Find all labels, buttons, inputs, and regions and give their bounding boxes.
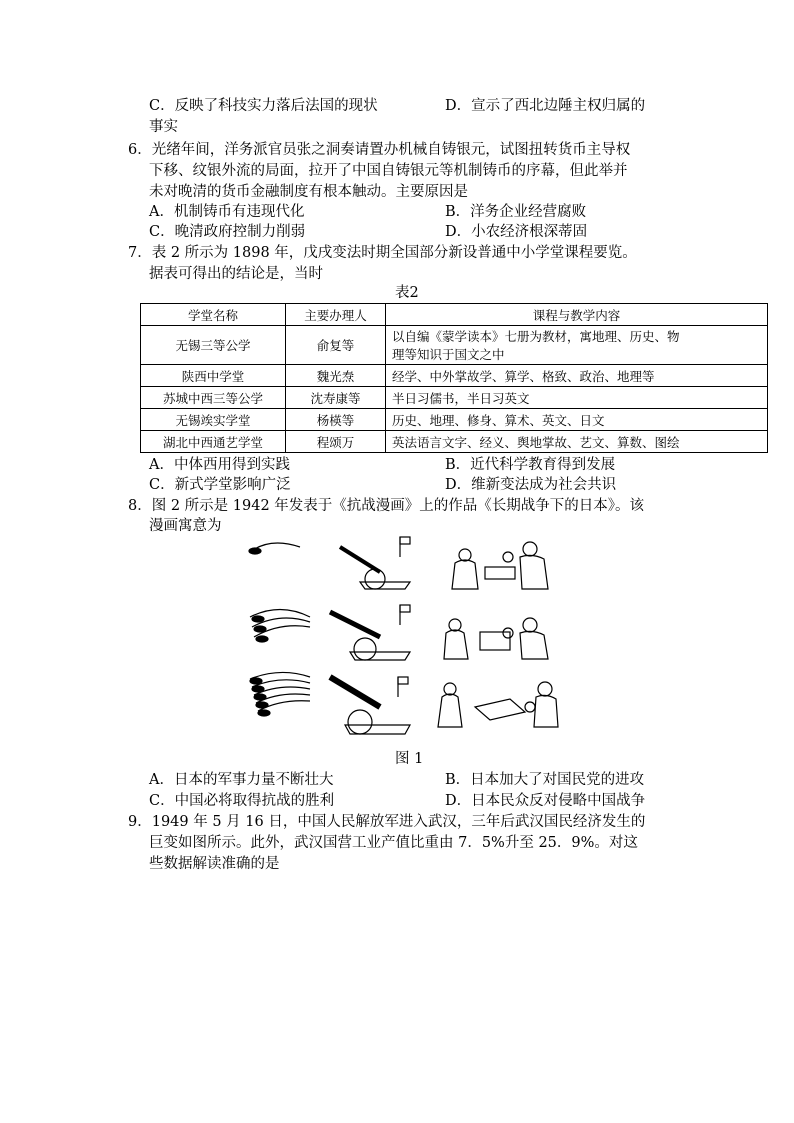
figure-caption: 图 1 — [395, 751, 424, 767]
q9-stem-line1: 9．1949 年 5 月 16 日，中国人民解放军进入武汉，三年后武汉国民经济发生的 — [128, 814, 646, 830]
school-name: 无锡三等公学 — [141, 326, 286, 365]
course-content-line: 理等知识于国文之中 — [392, 347, 505, 362]
cannon-panel-1 — [249, 537, 410, 589]
q5-option-d: D．宣示了西北边陲主权归属的 — [445, 98, 646, 114]
q7-stem-line1: 7．表 2 所示为 1898 年，戊戌变法时期全国部分新设普通中小学堂课程要览。 — [128, 245, 637, 261]
q7-option-a: A．中体西用得到实践 — [149, 457, 290, 473]
q5-option-d-cont: 事实 — [149, 119, 178, 135]
q8-option-c: C．中国必将取得抗战的胜利 — [149, 793, 335, 809]
organizer: 程颂万 — [286, 431, 386, 453]
cannon-panel-2 — [250, 605, 410, 660]
header-school-name: 学堂名称 — [141, 304, 286, 326]
q8-option-d: D．日本民众反对侵略中国战争 — [445, 793, 646, 809]
family-panel-2 — [444, 618, 548, 659]
q8-stem-line2: 漫画寓意为 — [149, 518, 222, 534]
q6-option-c: C．晚清政府控制力削弱 — [149, 224, 306, 240]
q7-option-d: D．维新变法成为社会共识 — [445, 477, 617, 493]
q9-stem-line3: 些数据解读准确的是 — [149, 856, 280, 872]
course-content: 经学、中外掌故学、算学、格致、政治、地理等 — [386, 365, 768, 387]
school-name: 湖北中西通艺学堂 — [141, 431, 286, 453]
family-panel-3 — [438, 682, 558, 727]
table-row — [141, 387, 768, 409]
q8-option-a: A．日本的军事力量不断壮大 — [149, 772, 334, 788]
q8-option-b: B．日本加大了对国民党的进攻 — [445, 772, 645, 788]
table-row — [141, 326, 768, 365]
header-organizer: 主要办理人 — [286, 304, 386, 326]
war-cartoon-image — [240, 527, 570, 747]
q7-option-b: B．近代科学教育得到发展 — [445, 457, 616, 473]
q7-stem-line2: 据表可得出的结论是，当时 — [149, 266, 323, 282]
q6-option-a: A．机制铸币有违现代化 — [149, 204, 305, 220]
organizer: 杨楧等 — [286, 409, 386, 431]
q7-option-c: C．新式学堂影响广泛 — [149, 477, 291, 493]
q5-option-c: C．反映了科技实力落后法国的现状 — [149, 98, 378, 114]
q8-stem-line1: 8．图 2 所示是 1942 年发表于《抗战漫画》上的作品《长期战争下的日本》。该 — [128, 498, 645, 514]
organizer: 俞复等 — [286, 326, 386, 365]
table-header-row — [141, 304, 768, 326]
school-name: 无锡竢实学堂 — [141, 409, 286, 431]
course-content: 英法语言文字、经义、舆地掌故、艺文、算数、图绘 — [386, 431, 768, 453]
cannon-panel-3 — [250, 672, 410, 734]
q6-stem-line2: 下移、纹银外流的局面，拉开了中国自铸银元等机制铸币的序幕，但此举并 — [149, 163, 628, 179]
school-name: 陕西中学堂 — [141, 365, 286, 387]
course-content — [386, 326, 768, 365]
organizer: 沈寿康等 — [286, 387, 386, 409]
q6-option-b: B．洋务企业经营腐败 — [445, 204, 587, 220]
family-panel-1 — [452, 542, 548, 589]
q6-stem-line3: 未对晚清的货币金融制度有根本触动。主要原因是 — [149, 184, 468, 200]
q6-stem-line1: 6．光绪年间，洋务派官员张之洞奏请置办机械自铸银元，试图扭转货币主导权 — [128, 142, 631, 158]
q9-stem-line2: 巨变如图所示。此外，武汉国营工业产值比重由 7．5%升至 25．9%。对这 — [149, 835, 638, 851]
course-content: 半日习儒书，半日习英文 — [386, 387, 768, 409]
school-name: 苏城中西三等公学 — [141, 387, 286, 409]
course-table — [140, 303, 768, 453]
q6-option-d: D．小农经济根深蒂固 — [445, 224, 588, 240]
course-content: 历史、地理、修身、算术、英文、日文 — [386, 409, 768, 431]
table-row — [141, 431, 768, 453]
table-row — [141, 409, 768, 431]
organizer: 魏光焘 — [286, 365, 386, 387]
header-content: 课程与教学内容 — [386, 304, 768, 326]
table-row — [141, 365, 768, 387]
course-content-line: 以自编《蒙学读本》七册为教材，寓地理、历史、物 — [392, 329, 680, 344]
table-caption: 表2 — [395, 285, 419, 301]
